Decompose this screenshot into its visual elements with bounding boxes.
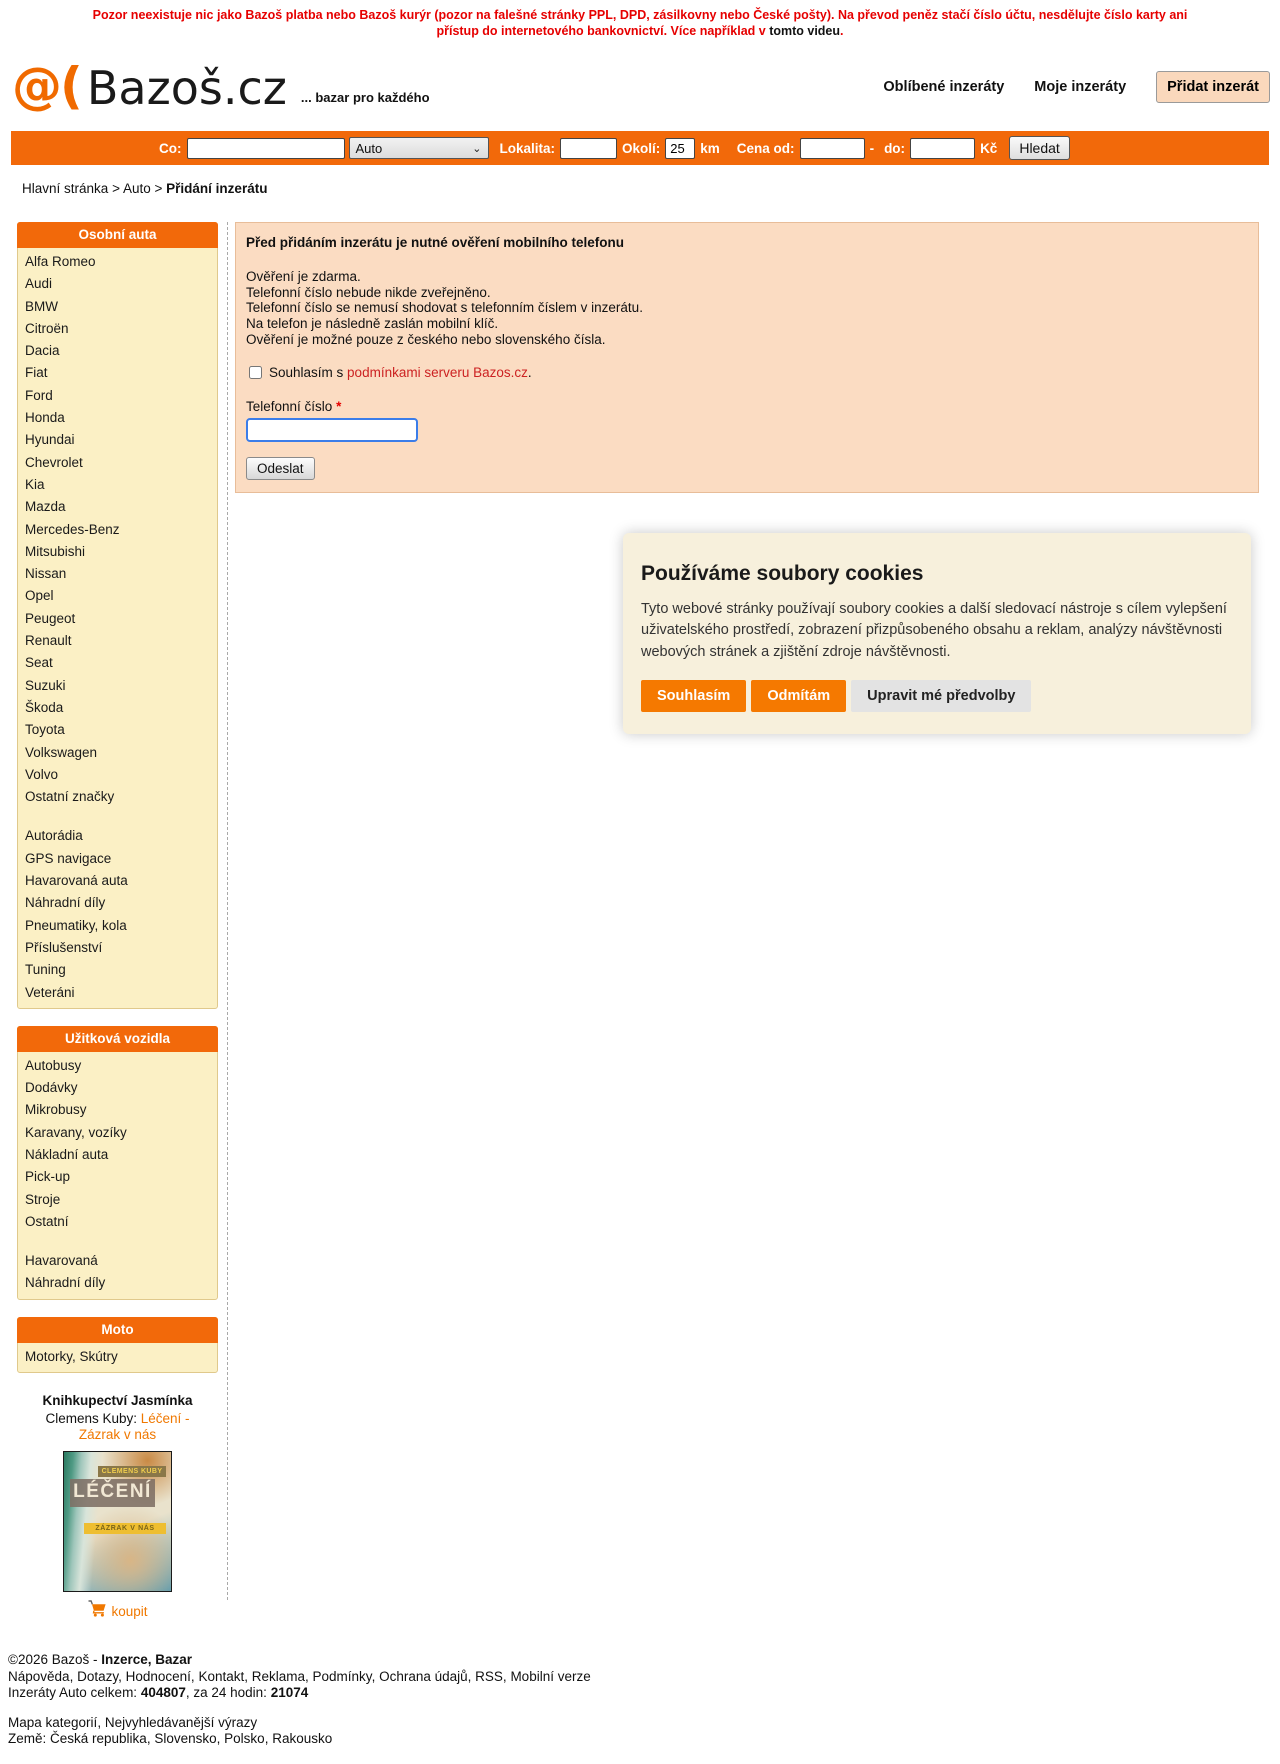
sidebar-box [17, 1026, 218, 1300]
terms-checkbox[interactable] [249, 366, 262, 379]
verification-line: Na telefon je následně zaslán mobilní klíč. [246, 316, 499, 332]
sidebar-item[interactable]: Peugeot [25, 610, 76, 626]
sidebar-item[interactable]: Mazda [25, 499, 66, 515]
ad-text [25, 1411, 210, 1443]
nav-favorite-ads[interactable]: Oblíbené inzeráty [883, 79, 1005, 95]
cookie-title: Používáme soubory cookies [641, 561, 924, 585]
footer-link[interactable]: Reklama [251, 1668, 306, 1684]
content [0, 196, 1280, 1622]
count-total: 404807 [140, 1685, 186, 1701]
location-input[interactable] [560, 138, 617, 159]
footer-link[interactable]: Podmínky [312, 1668, 372, 1684]
sidebar-ad [17, 1393, 218, 1622]
chevron-down-icon: ⌄ [472, 142, 482, 155]
book-author-band: CLEMENS KUBY [98, 1466, 166, 1477]
location-label: Lokalita: [499, 140, 556, 156]
verification-title: Před přidáním inzerátu je nutné ověření mobilního telefonu [246, 235, 625, 250]
nav-my-ads[interactable]: Moje inzeráty [1034, 79, 1127, 95]
sidebar-box-title: Užitková vozidla [17, 1026, 218, 1052]
site-tagline: ... bazar pro každého [300, 90, 430, 105]
sidebar-item[interactable]: Alfa Romeo [25, 254, 96, 269]
verification-line: Telefonní číslo nebude nikde zveřejněno. [246, 284, 491, 300]
breadcrumb-separator: > [154, 181, 163, 196]
sidebar-item[interactable]: Volkswagen [25, 744, 98, 760]
radius-label: Okolí: [622, 140, 661, 156]
header [12, 53, 1270, 115]
footer-link[interactable]: Nápověda [8, 1668, 70, 1684]
sidebar-group-gap [18, 808, 217, 825]
footer-country-line: Země: Česká republika, Slovensko, Polsko, Rakousko [8, 1731, 333, 1747]
warning-text-end: . [840, 24, 844, 38]
sidebar-item[interactable]: Havarovaná [25, 1253, 98, 1269]
breadcrumb-separator: > [112, 181, 120, 196]
sidebar-item[interactable]: Dacia [25, 343, 60, 359]
footer-link[interactable]: Rakousko [272, 1731, 333, 1747]
sidebar-item[interactable]: GPS navigace [25, 850, 112, 866]
sidebar-item[interactable]: Seat [25, 655, 53, 671]
currency-label: Kč [980, 140, 998, 156]
terms-label-suffix: . [527, 364, 532, 380]
breadcrumb-current: Přidání inzerátu [166, 181, 268, 196]
main-column [218, 222, 1280, 1622]
footer-link[interactable]: Nejvyhledávanější výrazy [104, 1714, 258, 1730]
price-from-label: Cena od: [736, 140, 795, 156]
sidebar-item[interactable]: Mikrobusy [25, 1102, 87, 1118]
terms-agree-row [246, 365, 1248, 380]
cookie-buttons [641, 680, 1233, 712]
cookie-text: Tyto webové stránky používají soubory cookies a další sledovací nástroje s cílem vylepšení uživatelského prostředí, zobrazení přizpůsobeného obsahu a reklam, analýzy návštěvnosti webových stránek a zjištění zdroje návštěvnosti. [641, 600, 1227, 660]
km-label: km [700, 140, 720, 156]
sidebar-item[interactable]: Pneumatiky, kola [25, 917, 127, 933]
breadcrumb-home[interactable]: Hlavní stránka [22, 181, 109, 196]
add-listing-button[interactable]: Přidat inzerát [1156, 71, 1270, 103]
site-logo[interactable] [12, 57, 287, 115]
sidebar-item[interactable]: Suzuki [25, 677, 66, 693]
count-24h: 21074 [270, 1685, 309, 1701]
ad-title: Knihkupectví Jasmínka [42, 1393, 193, 1409]
phone-label-text: Telefonní číslo [246, 398, 337, 414]
footer-link[interactable]: RSS [475, 1668, 503, 1684]
logo-text: Bazoš.cz [86, 61, 287, 115]
price-to-label: do: [884, 140, 906, 156]
footer-link[interactable]: Slovensko [154, 1731, 217, 1747]
book-cover-image[interactable] [63, 1451, 172, 1592]
terms-label [269, 365, 532, 380]
sidebar-item[interactable]: Ford [25, 387, 53, 403]
footer-link[interactable]: Česká republika [50, 1731, 147, 1747]
sidebar-item[interactable]: BMW [25, 298, 58, 314]
breadcrumb [22, 181, 1280, 196]
sidebar-item[interactable]: Fiat [25, 365, 48, 381]
vertical-separator [227, 222, 228, 1600]
search-bar [11, 131, 1269, 165]
footer-copyright [8, 1652, 1280, 1669]
submit-verification-button[interactable]: Odeslat [246, 457, 315, 480]
copyright-bold: Inzerce, Bazar [101, 1652, 193, 1668]
radius-input[interactable] [665, 138, 695, 159]
search-submit-button[interactable]: Hledat [1009, 136, 1069, 160]
sidebar-item[interactable]: Honda [25, 410, 65, 426]
category-select-value: Auto [355, 140, 383, 156]
sidebar-item[interactable]: Náhradní díly [25, 895, 106, 911]
sidebar-item[interactable]: Mercedes-Benz [25, 521, 120, 537]
footer-links-line: Nápověda, Dotazy, Hodnocení, Kontakt, Reklama, Podmínky, Ochrana údajů, RSS, Mobilní verze [8, 1668, 591, 1684]
sidebar-item[interactable]: Náhradní díly [25, 1275, 106, 1291]
country-prefix: Země: [8, 1731, 51, 1747]
sidebar [17, 222, 218, 1622]
ad-author-prefix: Clemens Kuby: [45, 1411, 141, 1427]
sidebar-item[interactable]: Nákladní auta [25, 1146, 109, 1162]
sidebar-box-title: Osobní auta [17, 222, 218, 248]
buy-link[interactable]: koupit [111, 1603, 148, 1619]
sidebar-item[interactable]: Pick-up [25, 1169, 71, 1185]
terms-label-prefix: Souhlasím s [269, 364, 348, 380]
required-asterisk: * [336, 398, 342, 414]
sidebar-item[interactable]: Chevrolet [25, 454, 83, 470]
verification-line: Ověření je možné pouze z českého nebo slovenského čísla. [246, 331, 606, 347]
price-dash: - [869, 140, 875, 156]
sidebar-item[interactable]: Toyota [25, 722, 65, 738]
sidebar-item[interactable]: Havarovaná auta [25, 873, 128, 889]
sidebar-item[interactable]: Stroje [25, 1191, 61, 1207]
sidebar-item[interactable]: Renault [25, 633, 72, 649]
breadcrumb-section[interactable]: Auto [122, 181, 151, 196]
sidebar-box [17, 222, 218, 1009]
counts-mid: , za 24 hodin: [185, 1685, 271, 1701]
footer-link[interactable]: Mobilní verze [510, 1668, 591, 1684]
sidebar-item[interactable]: Citroën [25, 320, 69, 336]
cookie-accept-button[interactable]: Souhlasím [641, 680, 746, 712]
verification-panel [235, 222, 1259, 493]
header-nav [883, 71, 1270, 103]
sidebar-item[interactable]: Nissan [25, 566, 67, 582]
footer-link[interactable]: Dotazy [77, 1668, 119, 1684]
warning-video-link[interactable]: tomto videu [769, 24, 841, 38]
sidebar-item[interactable]: Ostatní značky [25, 789, 115, 805]
phone-label [246, 399, 1248, 414]
ad-book-link[interactable]: Léčení - Zázrak v nás [78, 1411, 190, 1443]
sidebar-item[interactable]: Ostatní [25, 1213, 69, 1229]
sidebar-item[interactable]: Mitsubishi [25, 543, 86, 559]
price-to-input[interactable] [910, 138, 975, 159]
sidebar-item[interactable]: Hyundai [25, 432, 75, 448]
footer-link[interactable]: Mapa kategorií [8, 1714, 98, 1730]
footer [8, 1652, 1280, 1764]
sidebar-box [17, 1317, 218, 1373]
sidebar-item[interactable]: Tuning [25, 962, 66, 978]
footer-map-line: Mapa kategorií, Nejvyhledávanější výrazy [8, 1714, 258, 1730]
verification-line: Telefonní číslo se nemusí shodovat s telefonním číslem v inzerátu. [246, 300, 643, 316]
warning-text: Pozor neexistuje nic jako Bazoš platba nebo Bazoš kurýr (pozor na falešné stránky PPL, DPD, zásilkovny nebo České pošty). Na převod peněz stačí číslo účtu, nesdělujte číslo karty ani přístup do internetového bankovnictví. Více například v [92, 8, 1188, 38]
footer-link[interactable]: Polsko [224, 1731, 265, 1747]
sidebar-item[interactable]: Dodávky [25, 1080, 78, 1096]
sidebar-item[interactable]: Autobusy [25, 1057, 82, 1073]
counts-prefix: Inzeráty Auto celkem: [8, 1685, 141, 1701]
sidebar-item[interactable]: Kia [25, 476, 45, 492]
sidebar-group-gap [18, 1233, 217, 1250]
sidebar-item[interactable]: Motorky, Skútry [25, 1348, 118, 1364]
sidebar-item[interactable]: Autorádia [25, 828, 83, 844]
book-subtitle-band: ZÁZRAK V NÁS [84, 1523, 166, 1534]
copyright-prefix: ©2026 Bazoš - [8, 1652, 102, 1668]
logo-at-icon: @( [12, 57, 81, 115]
sidebar-item[interactable]: Veteráni [25, 984, 75, 1000]
search-what-label: Co: [159, 140, 182, 156]
cookie-settings-button[interactable]: Upravit mé předvolby [851, 680, 1031, 712]
sidebar-item[interactable]: Příslušenství [25, 939, 103, 955]
footer-link[interactable]: Ochrana údajů [379, 1668, 468, 1684]
cookie-consent-dialog [623, 533, 1251, 735]
sidebar-item[interactable]: Volvo [25, 766, 59, 782]
price-from-input[interactable] [800, 138, 865, 159]
terms-link[interactable]: podmínkami serveru Bazos.cz [347, 364, 528, 380]
sidebar-box-title: Moto [17, 1317, 218, 1343]
sidebar-item[interactable]: Karavany, vozíky [25, 1124, 127, 1140]
sidebar-item[interactable]: Škoda [25, 699, 64, 715]
footer-link[interactable]: Kontakt [198, 1668, 245, 1684]
sidebar-item[interactable]: Audi [25, 276, 53, 292]
phone-number-input[interactable] [246, 418, 418, 442]
category-select[interactable] [349, 137, 489, 159]
footer-counts [8, 1685, 1280, 1702]
book-title-band: LÉČENÍ [70, 1479, 155, 1507]
search-query-input[interactable] [187, 138, 345, 159]
cart-icon [87, 1600, 107, 1622]
sidebar-item[interactable]: Opel [25, 588, 54, 604]
footer-link[interactable]: Hodnocení [125, 1668, 191, 1684]
verification-line: Ověření je zdarma. [246, 269, 361, 284]
buy-row [17, 1600, 218, 1622]
cookie-reject-button[interactable]: Odmítám [751, 680, 846, 712]
warning-banner [80, 0, 1200, 39]
